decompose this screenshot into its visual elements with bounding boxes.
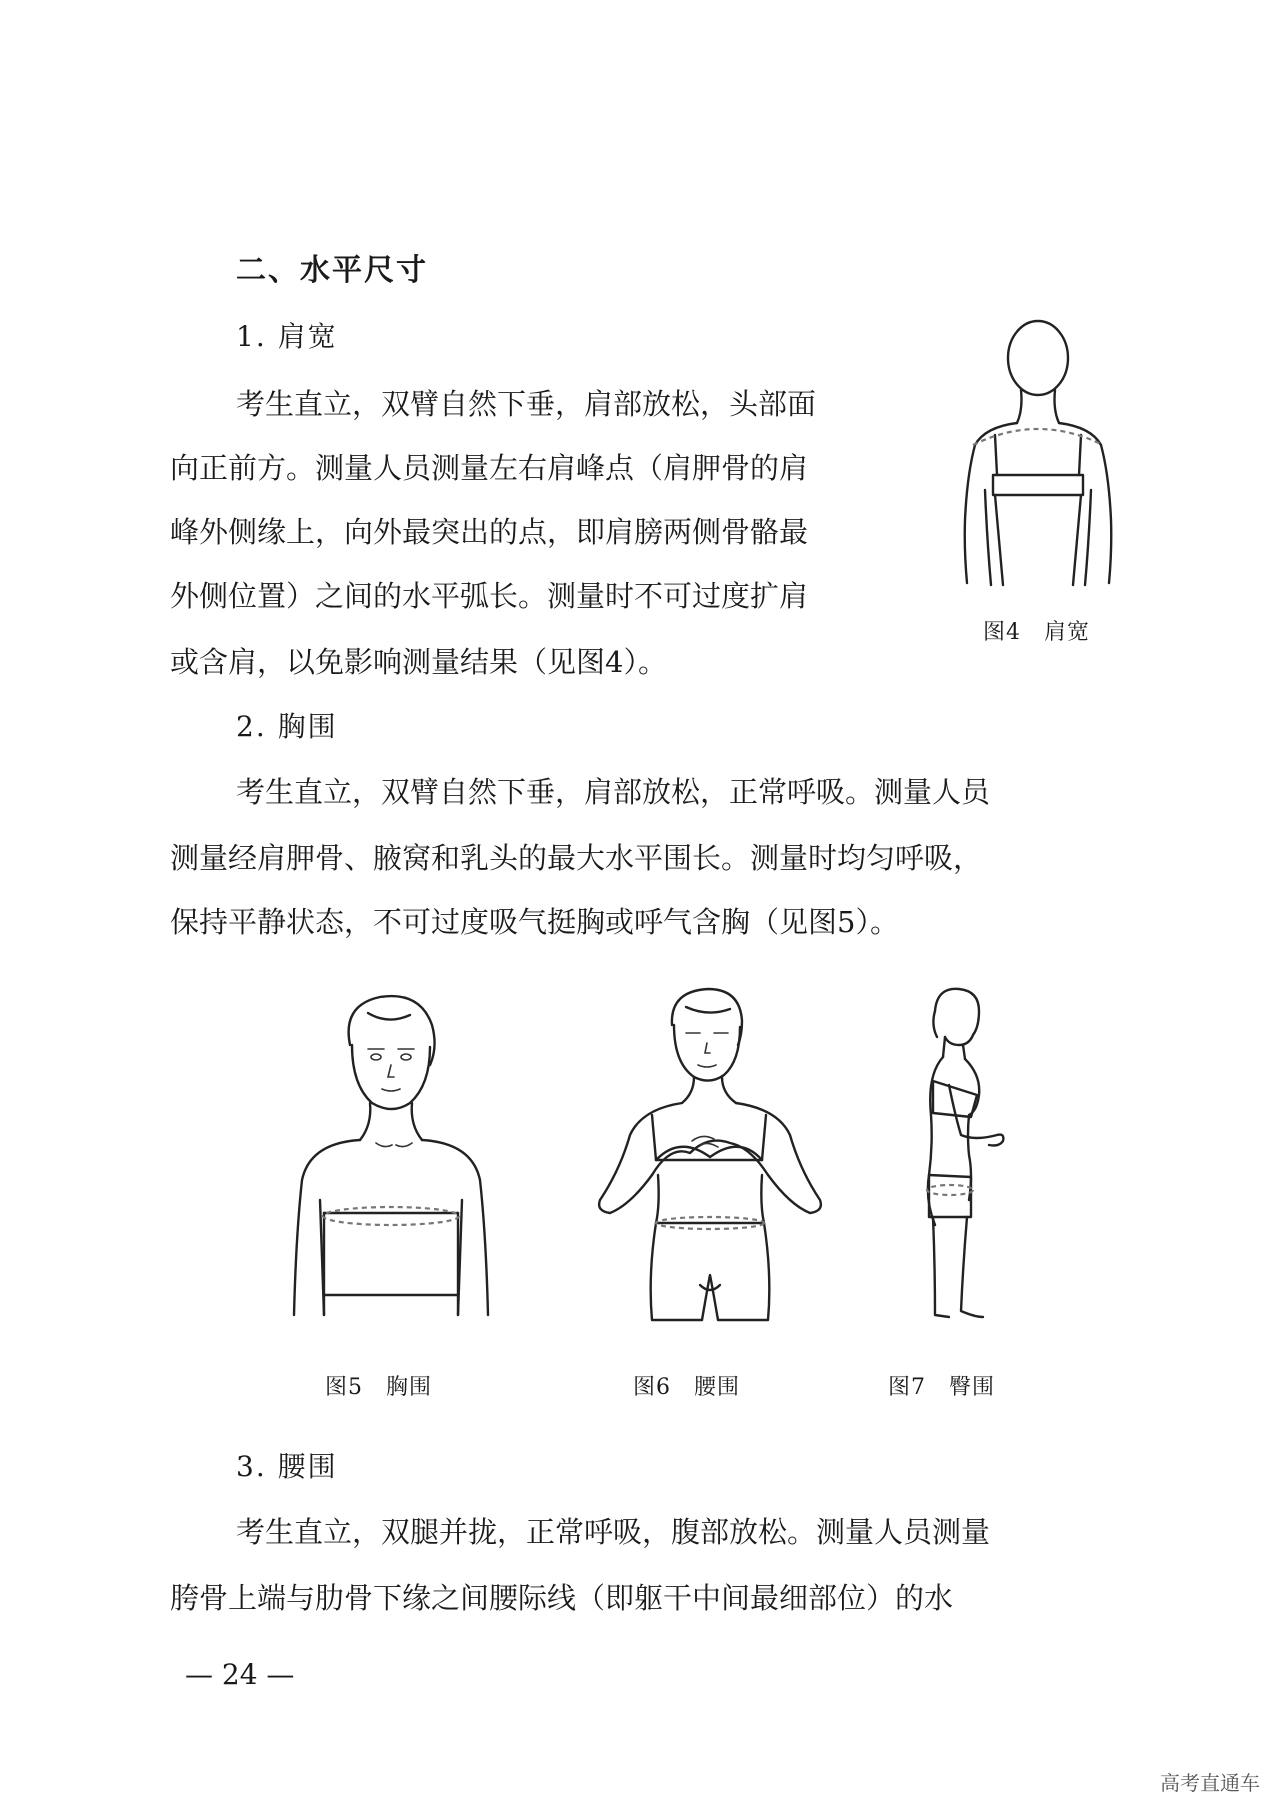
chest-heading: 2. 胸围 [236, 710, 338, 743]
chest-line-2: 测量经肩胛骨、腋窝和乳头的最大水平围长。测量时均匀呼吸， [170, 841, 983, 875]
shoulder-line-1: 考生直立，双臂自然下垂，肩部放松，头部面 [236, 387, 817, 421]
figure-6-waist-illustration [590, 985, 830, 1325]
figure-7-hip-side-view [905, 985, 1045, 1325]
figure-5-caption: 图5 胸围 [325, 1375, 432, 1400]
shoulder-line-3: 峰外侧缘上，向外最突出的点，即肩膀两侧骨骼最 [170, 515, 809, 549]
shoulder-line-2: 向正前方。测量人员测量左右肩峰点（肩胛骨的肩 [170, 451, 809, 485]
watermark: 高考直通车 [1160, 1771, 1260, 1795]
shoulder-line-4: 外侧位置）之间的水平弧长。测量时不可过度扩肩 [170, 579, 809, 613]
figure-4-caption: 图4 肩宽 [983, 620, 1090, 645]
figure-4-shoulder-back-view [955, 315, 1120, 595]
page-number: — 24 — [185, 1658, 295, 1691]
figure-5-chest-illustration [280, 985, 510, 1325]
waist-heading: 3. 腰围 [236, 1450, 338, 1483]
section-title: 二、水平尺寸 [236, 253, 428, 288]
waist-line-1: 考生直立，双腿并拢，正常呼吸，腹部放松。测量人员测量 [236, 1515, 991, 1549]
chest-line-1: 考生直立，双臂自然下垂，肩部放松，正常呼吸。测量人员 [236, 775, 991, 809]
waist-line-2: 胯骨上端与肋骨下缘之间腰际线（即躯干中间最细部位）的水 [170, 1581, 954, 1615]
shoulder-heading: 1. 肩宽 [236, 320, 338, 353]
figure-7-caption: 图7 臀围 [888, 1375, 995, 1400]
shoulder-line-5: 或含肩，以免影响测量结果（见图4）。 [170, 645, 667, 679]
figure-6-caption: 图6 腰围 [633, 1375, 740, 1400]
chest-line-3: 保持平静状态，不可过度吸气挺胸或呼气含胸（见图5）。 [170, 905, 899, 939]
